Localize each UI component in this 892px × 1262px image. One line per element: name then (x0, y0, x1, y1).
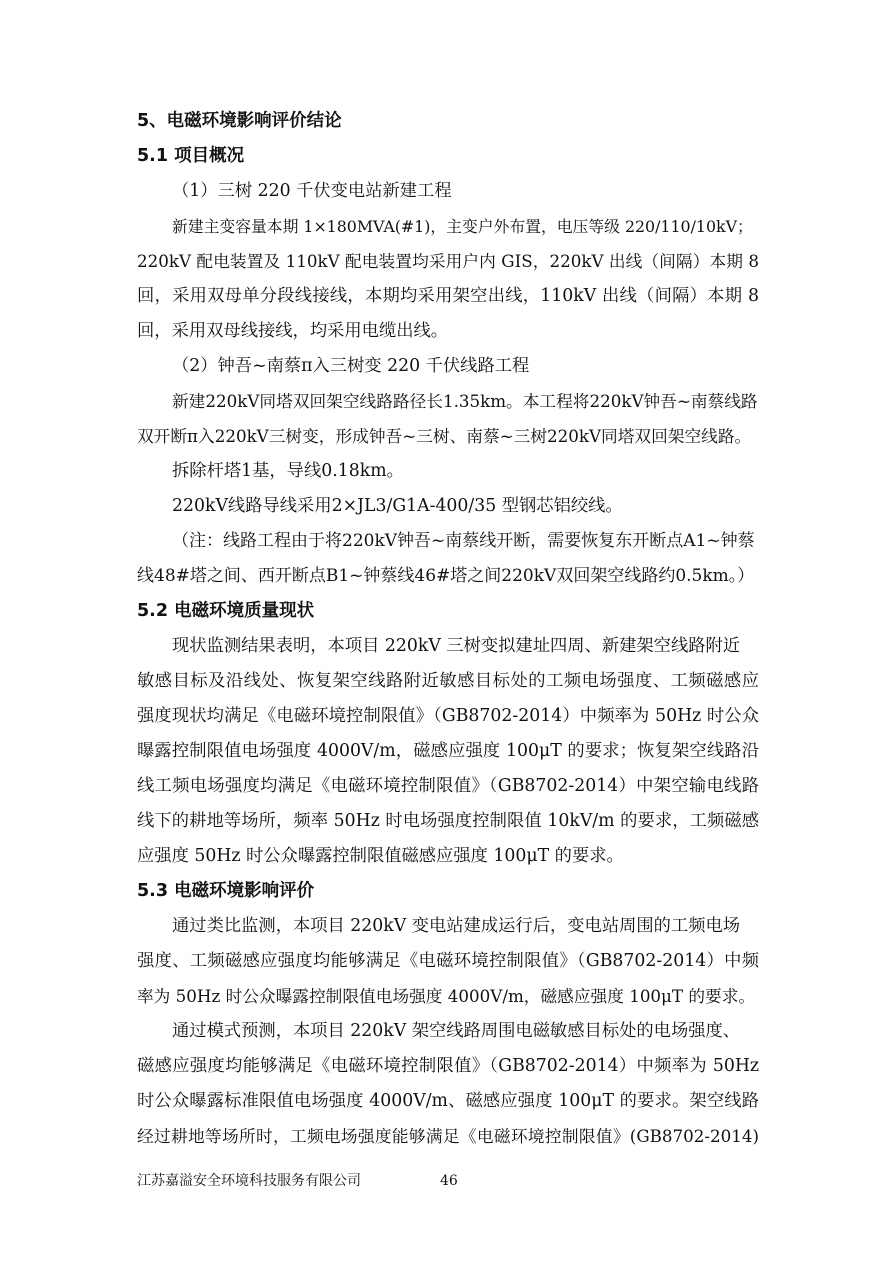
paragraph-line: 线工频电场强度均满足《电磁环境控制限值》（GB8702-2014）中架空输电线路 (137, 776, 759, 796)
paragraph-line: 220kV 配电装置及 110kV 配电装置均采用户内 GIS，220kV 出线（间隔）本期 8 (137, 251, 759, 271)
paragraph-line: 应强度 50Hz 时公众曝露控制限值磁感应强度 100μT 的要求。 (137, 846, 624, 866)
heading-5-3: 5.3 电磁环境影响评价 (137, 881, 315, 901)
note-line: 线48#塔之间、西开断点B1~钟蔡线46#塔之间220kV双回架空线路约0.5km。） (137, 566, 755, 586)
paragraph-line: 新建主变容量本期 1×180MVA(#1)，主变户外布置，电压等级 220/110/10kV； (172, 217, 753, 236)
paragraph-line: 经过耕地等场所时，工频电场强度能够满足《电磁环境控制限值》(GB8702-2014) (137, 1126, 759, 1146)
paragraph-line: 率为 50Hz 时公众曝露控制限值电场强度 4000V/m，磁感应强度 100μT 的要求。 (137, 986, 756, 1006)
page-number: 46 (440, 1173, 458, 1189)
paragraph-line: 敏感目标及沿线处、恢复架空线路附近敏感目标处的工频电场强度、工频磁感应 (137, 671, 759, 691)
page-footer (137, 1170, 759, 1192)
paragraph-line: 线下的耕地等场所，频率 50Hz 时电场强度控制限值 10kV/m 的要求，工频磁感 (137, 811, 759, 831)
paragraph-line: 新建220kV同塔双回架空线路路径长1.35km。本工程将220kV钟吾~南蔡线路 (172, 391, 758, 411)
document-body (137, 104, 759, 1154)
paragraph-line: 通过类比监测，本项目 220kV 变电站建成运行后，变电站周围的工频电场 (172, 916, 741, 936)
paragraph-line: 双开断π入220kV三树变，形成钟吾~三树、南蔡~三树220kV同塔双回架空线路。 (137, 426, 752, 446)
paragraph-line: 通过模式预测，本项目 220kV 架空线路周围电磁敏感目标处的电场强度、 (172, 1021, 741, 1041)
paragraph-line: 拆除杆塔1基，导线0.18km。 (172, 461, 404, 481)
paragraph-line: 时公众曝露标准限值电场强度 4000V/m、磁感应强度 100μT 的要求。架空线路 (137, 1091, 759, 1111)
paragraph-line: 220kV线路导线采用2×JL3/G1A-400/35 型钢芯铝绞线。 (172, 496, 623, 516)
heading-5-1: 5.1 项目概况 (137, 146, 245, 166)
footer-company: 江苏嘉溢安全环境科技服务有限公司 (137, 1173, 361, 1189)
note-line: （注：线路工程由于将220kV钟吾~南蔡线开断，需要恢复东开断点A1~钟蔡 (172, 531, 755, 551)
paragraph-line: 曝露控制限值电场强度 4000V/m，磁感应强度 100μT 的要求；恢复架空线路沿 (137, 741, 759, 761)
heading-5-2: 5.2 电磁环境质量现状 (137, 601, 315, 621)
section-title: 5、电磁环境影响评价结论 (137, 111, 342, 131)
paragraph-line: 强度现状均满足《电磁环境控制限值》（GB8702-2014）中频率为 50Hz 时公众 (137, 706, 759, 726)
item2-title: （2）钟吾~南蔡π入三树变 220 千伏线路工程 (172, 356, 530, 376)
paragraph-line: 回，采用双母线接线，均采用电缆出线。 (137, 321, 449, 341)
paragraph-line: 磁感应强度均能够满足《电磁环境控制限值》（GB8702-2014）中频率为 50Hz (137, 1056, 759, 1076)
item1-title: （1）三树 220 千伏变电站新建工程 (172, 181, 452, 201)
paragraph-line: 回，采用双母单分段线接线，本期均采用架空出线，110kV 出线（间隔）本期 8 (137, 286, 759, 306)
paragraph-line: 现状监测结果表明，本项目 220kV 三树变拟建址四周、新建架空线路附近 (172, 636, 741, 656)
paragraph-line: 强度、工频磁感应强度均能够满足《电磁环境控制限值》（GB8702-2014）中频 (137, 951, 759, 971)
